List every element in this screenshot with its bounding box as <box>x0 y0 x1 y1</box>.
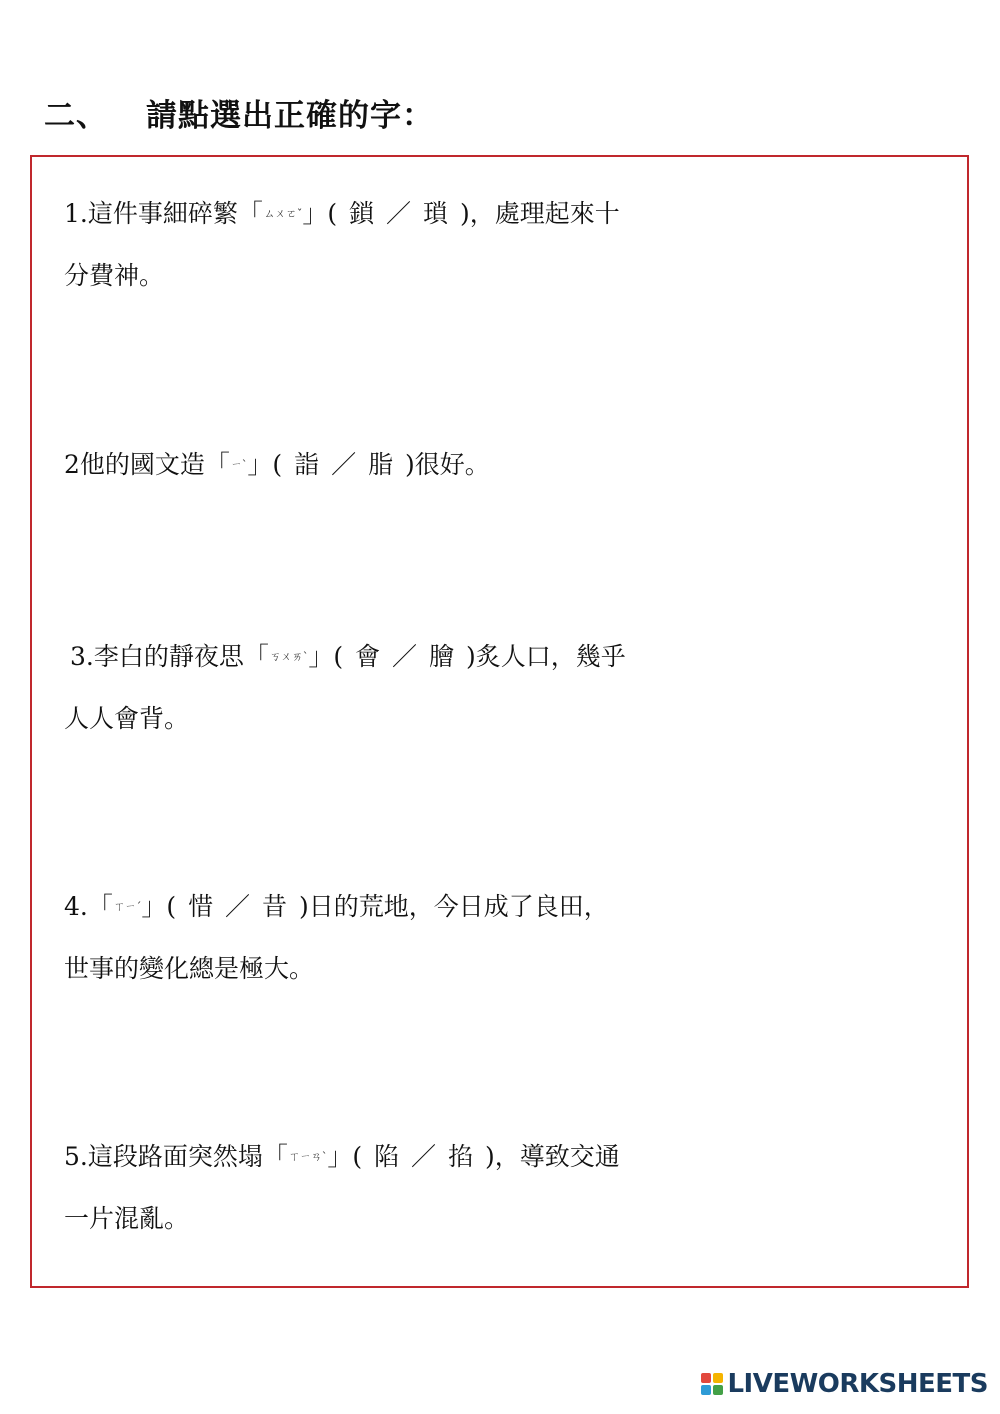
question-5 <box>64 1126 944 1250</box>
choice-separator: ／ <box>331 450 357 479</box>
question-text: 1.這件事細碎繁「 <box>64 199 263 228</box>
bopomofo-hint: ㄙㄨㄛˇ <box>263 207 303 220</box>
question-3 <box>64 626 950 750</box>
question-line <box>70 626 950 688</box>
question-text: 3.李白的靜夜思「 <box>70 642 269 671</box>
choice-option-1[interactable]: 陷 <box>374 1142 400 1171</box>
bopomofo-hint: ㄒㄧㄢˋ <box>288 1150 328 1163</box>
question-text: )日的荒地，今日成了良田， <box>298 892 609 921</box>
question-4 <box>64 876 944 1000</box>
question-text: 5.這段路面突然塌「 <box>64 1142 288 1171</box>
question-text: 」( <box>327 1142 363 1171</box>
bopomofo-hint: ㄎㄨㄞˋ <box>269 650 309 663</box>
choice-separator: ／ <box>392 642 418 671</box>
question-line <box>64 183 944 245</box>
question-1 <box>64 183 944 307</box>
choice-option-1[interactable]: 鎖 <box>349 199 375 228</box>
question-text: )，導致交通 <box>484 1142 620 1171</box>
liveworksheets-icon <box>701 1373 723 1395</box>
question-line: 人人會背。 <box>64 704 190 733</box>
bopomofo-hint: ㄒㄧˊ <box>113 900 142 913</box>
choice-separator: ／ <box>225 892 251 921</box>
question-line <box>64 434 944 496</box>
question-text: 」( <box>302 199 338 228</box>
question-text: 2他的國文造「 <box>64 450 230 479</box>
question-line <box>64 876 944 938</box>
question-line: 分費神。 <box>64 261 165 290</box>
question-text: 4.「 <box>64 892 113 921</box>
liveworksheets-logo <box>701 1364 988 1404</box>
choice-option-1[interactable]: 詣 <box>294 450 320 479</box>
question-2 <box>64 434 944 496</box>
question-text: )炙人口，幾乎 <box>465 642 626 671</box>
question-text: 」( <box>141 892 177 921</box>
question-text: )，處理起來十 <box>459 199 620 228</box>
choice-option-2[interactable]: 瑣 <box>423 199 449 228</box>
choice-separator: ／ <box>411 1142 437 1171</box>
question-line: 一片混亂。 <box>64 1204 190 1233</box>
question-text: 」( <box>308 642 344 671</box>
section-number: 二、 <box>44 97 108 134</box>
question-line <box>64 1126 944 1188</box>
choice-option-1[interactable]: 惜 <box>188 892 214 921</box>
question-line: 世事的變化總是極大。 <box>64 954 315 983</box>
choice-option-1[interactable]: 會 <box>355 642 381 671</box>
choice-option-2[interactable]: 昔 <box>262 892 288 921</box>
section-heading <box>44 84 434 140</box>
bopomofo-hint: ㄧˋ <box>230 458 248 471</box>
brand-name: LIVEWORKSHEETS <box>727 1369 988 1399</box>
choice-separator: ／ <box>386 199 412 228</box>
choice-option-2[interactable]: 膾 <box>429 642 455 671</box>
question-text: 」( <box>247 450 283 479</box>
choice-option-2[interactable]: 掐 <box>448 1142 474 1171</box>
section-instruction: 請點選出正確的字： <box>146 97 434 134</box>
choice-option-2[interactable]: 脂 <box>368 450 394 479</box>
question-text: )很好。 <box>405 450 490 479</box>
